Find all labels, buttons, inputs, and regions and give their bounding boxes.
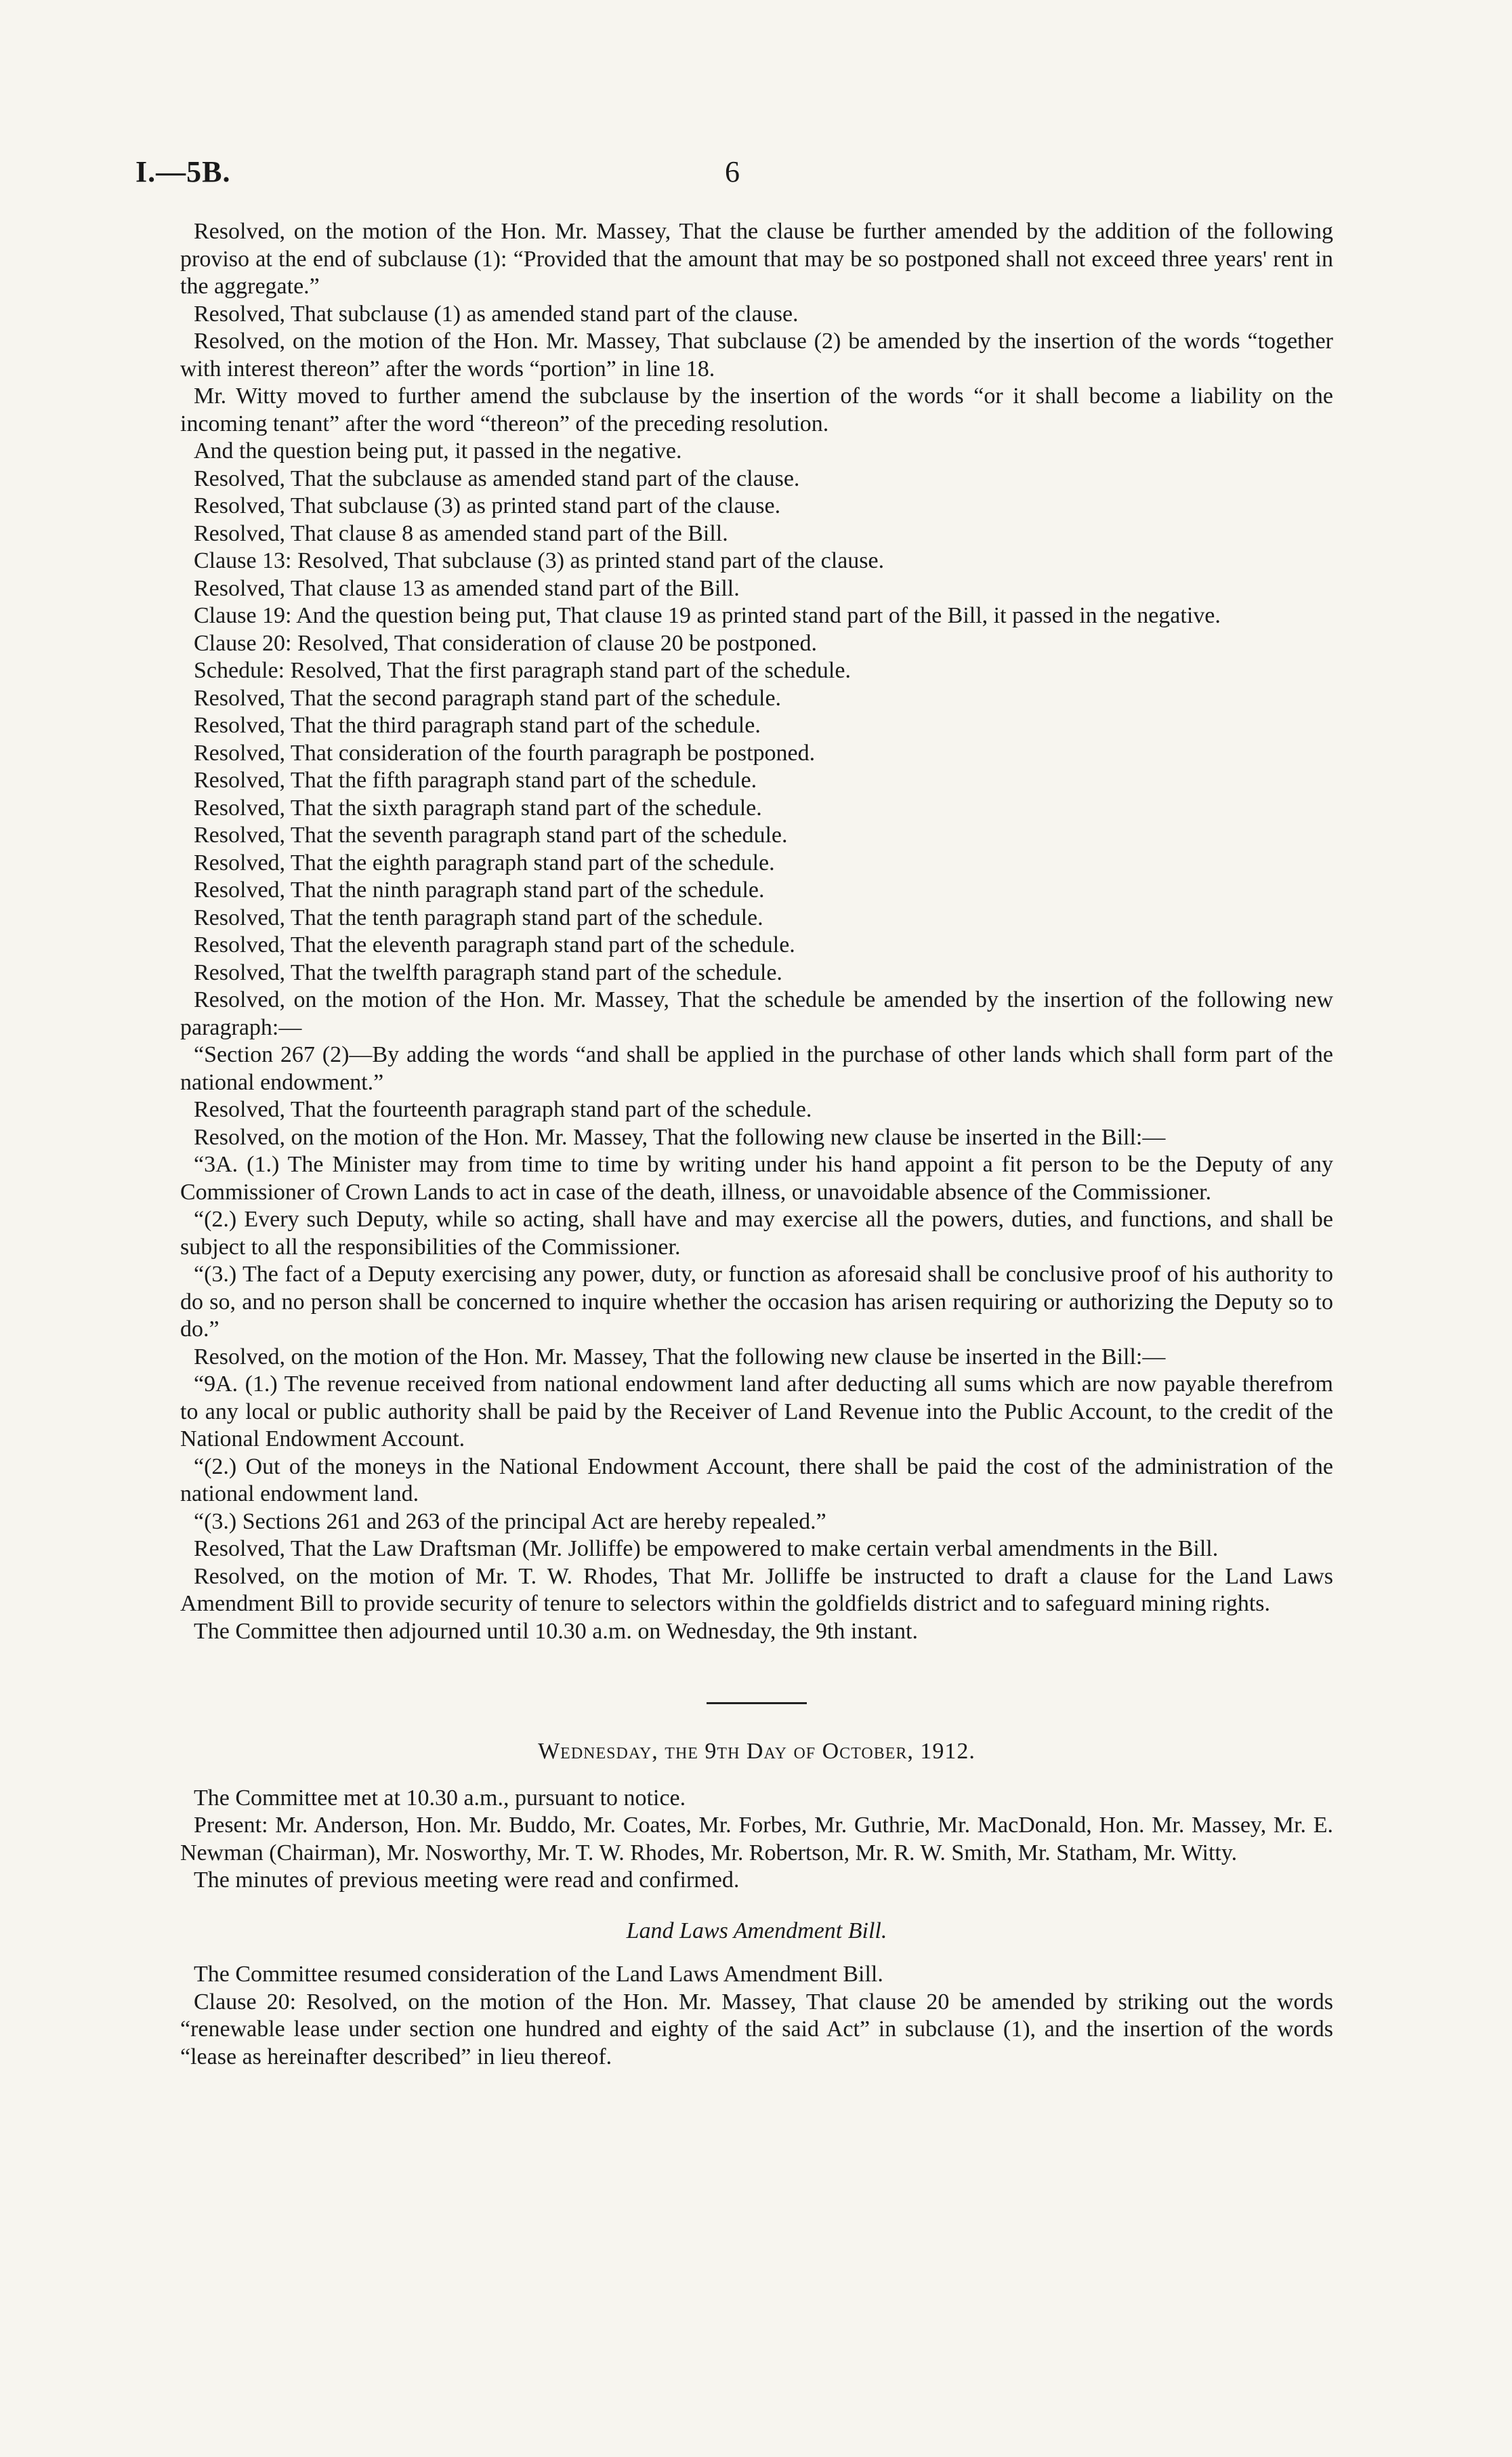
paragraph: Resolved, That the third paragraph stand part of the schedule. — [194, 713, 761, 738]
paragraph: Resolved, on the motion of the Hon. Mr. Massey, That the schedule be amended by the insertion of the following new paragraph:— — [180, 987, 1333, 1040]
quoted-paragraph: “(3.) The fact of a Deputy exercising any power, duty, or function as aforesaid shall be conclusive proof of his authority to do so, and no person shall be concerned to inquire whether the occasion has arisen requiring or authorizing the Deputy so to do.” — [180, 1262, 1333, 1342]
quoted-paragraph: “Section 267 (2)—By adding the words “and shall be applied in the purchase of other lands which shall form part of the national endowment.” — [180, 1042, 1333, 1095]
paragraph: Resolved, That the fourteenth paragraph stand part of the schedule. — [194, 1097, 812, 1122]
quoted-paragraph: “(3.) Sections 261 and 263 of the principal Act are hereby repealed.” — [194, 1508, 826, 1534]
paragraph: Resolved, That clause 8 as amended stand part of the Bill. — [194, 520, 728, 546]
quoted-paragraph: “(2.) Every such Deputy, while so acting, shall have and may exercise all the powers, duties, and functions, and shall be subject to all the responsibilities of the Commissioner. — [180, 1207, 1333, 1260]
paragraph: Resolved, That the fifth paragraph stand part of the schedule. — [194, 768, 757, 793]
paragraph: Resolved, on the motion of the Hon. Mr. Massey, That the following new clause be inserted in the Bill:— — [194, 1344, 1166, 1369]
paragraph: Resolved, That the Law Draftsman (Mr. Jolliffe) be empowered to make certain verbal amendments in the Bill. — [194, 1536, 1219, 1561]
attendance-paragraph: Present: Mr. Anderson, Hon. Mr. Buddo, Mr. Coates, Mr. Forbes, Mr. Guthrie, Mr. MacDonald, Hon. Mr. Massey, Mr. E. Newman (Chairman), Mr. Nosworthy, Mr. T. W. Rhodes, Mr. Robertson, Mr. R. W. Smith, Mr. Statham, Mr. Witty. — [180, 1813, 1333, 1865]
paragraph: Resolved, That consideration of the fourth paragraph be postponed. — [194, 740, 816, 766]
quoted-paragraph: “3A. (1.) The Minister may from time to time by writing under his hand appoint a fit person to be the Deputy of any Commissioner of Crown Lands to act in case of the death, illness, or unavoidable absence of the Commissioner. — [180, 1152, 1333, 1205]
section-meeting-9-october — [180, 1738, 1333, 2071]
paragraph: Resolved, on the motion of Mr. T. W. Rhodes, That Mr. Jolliffe be instructed to draft a clause for the Land Laws Amendment Bill to provide security of tenure to selectors within the goldfields district and to safeguard mining rights. — [180, 1563, 1333, 1616]
paragraph: Schedule: Resolved, That the first paragraph stand part of the schedule. — [194, 658, 851, 683]
paragraph: Resolved, That the twelfth paragraph stand part of the schedule. — [194, 959, 782, 985]
section-minutes-continued — [180, 218, 1333, 1645]
paragraph: The Committee met at 10.30 a.m., pursuant to notice. — [194, 1785, 686, 1811]
section-divider — [707, 1702, 807, 1704]
paragraph: Clause 20: Resolved, That consideration of clause 20 be postponed. — [194, 630, 818, 656]
paragraph: Resolved, on the motion of the Hon. Mr. Massey, That the clause be further amended by the addition of the following proviso at the end of subclause (1): “Provided that the amount that may be so postponed shall not exceed three years' rent in the aggregate.” — [180, 219, 1333, 299]
paragraph: Resolved, That clause 13 as amended stand part of the Bill. — [194, 575, 740, 601]
paragraph: Resolved, That subclause (1) as amended stand part of the clause. — [194, 301, 799, 327]
paragraph: Resolved, That the second paragraph stand part of the schedule. — [194, 685, 782, 711]
body-text — [180, 218, 1333, 2071]
paragraph: Clause 19: And the question being put, That clause 19 as printed stand part of the Bill, it passed in the negative. — [194, 603, 1221, 628]
paragraph: The Committee then adjourned until 10.30 a.m. on Wednesday, the 9th instant. — [194, 1618, 919, 1644]
paragraph: Mr. Witty moved to further amend the subclause by the insertion of the words “or it shall become a liability on the incoming tenant” after the word “thereon” of the preceding resolution. — [180, 384, 1333, 436]
quoted-paragraph: “9A. (1.) The revenue received from national endowment land after deducting all sums which are now payable therefrom to any local or public authority shall be paid by the Receiver of Land Revenue into the Public Account, to the credit of the National Endowment Account. — [180, 1371, 1333, 1451]
bill-subheading: Land Laws Amendment Bill. — [626, 1918, 887, 1943]
paragraph: Resolved, That the subclause as amended stand part of the clause. — [194, 466, 800, 491]
paragraph: The Committee resumed consideration of the Land Laws Amendment Bill. — [194, 1962, 883, 1987]
paragraph: Resolved, That the ninth paragraph stand part of the schedule. — [194, 878, 765, 903]
paragraph: Resolved, That subclause (3) as printed stand part of the clause. — [194, 493, 781, 518]
paragraph: And the question being put, it passed in the negative. — [194, 438, 682, 463]
paragraph: Clause 13: Resolved, That subclause (3) as printed stand part of the clause. — [194, 548, 885, 573]
meeting-date-heading: Wednesday, the 9th Day of October, 1912. — [538, 1739, 975, 1764]
page-header — [135, 154, 1341, 195]
document-code: I.—5B. — [135, 155, 231, 188]
paragraph: Resolved, That the eleventh paragraph stand part of the schedule. — [194, 932, 795, 957]
paragraph: Resolved, on the motion of the Hon. Mr. Massey, That subclause (2) be amended by the insertion of the words “together with interest thereon” after the words “portion” in line 18. — [180, 329, 1333, 381]
paragraph: Clause 20: Resolved, on the motion of the Hon. Mr. Massey, That clause 20 be amended by striking out the words “renewable lease under section one hundred and eighty of the said Act” in subclause (1), and the insertion of the words “lease as hereinafter described” in lieu thereof. — [180, 1989, 1333, 2069]
paragraph: Resolved, That the seventh paragraph stand part of the schedule. — [194, 823, 788, 848]
paragraph: Resolved, That the tenth paragraph stand part of the schedule. — [194, 905, 763, 930]
quoted-paragraph: “(2.) Out of the moneys in the National Endowment Account, there shall be paid the cost of the administration of the national endowment land. — [180, 1453, 1333, 1506]
paragraph: Resolved, on the motion of the Hon. Mr. Massey, That the following new clause be inserted in the Bill:— — [194, 1124, 1166, 1150]
paragraph: The minutes of previous meeting were read and confirmed. — [194, 1867, 740, 1893]
paragraph: Resolved, That the eighth paragraph stand part of the schedule. — [194, 850, 775, 875]
paragraph: Resolved, That the sixth paragraph stand part of the schedule. — [194, 795, 762, 821]
page-number: 6 — [725, 155, 740, 188]
